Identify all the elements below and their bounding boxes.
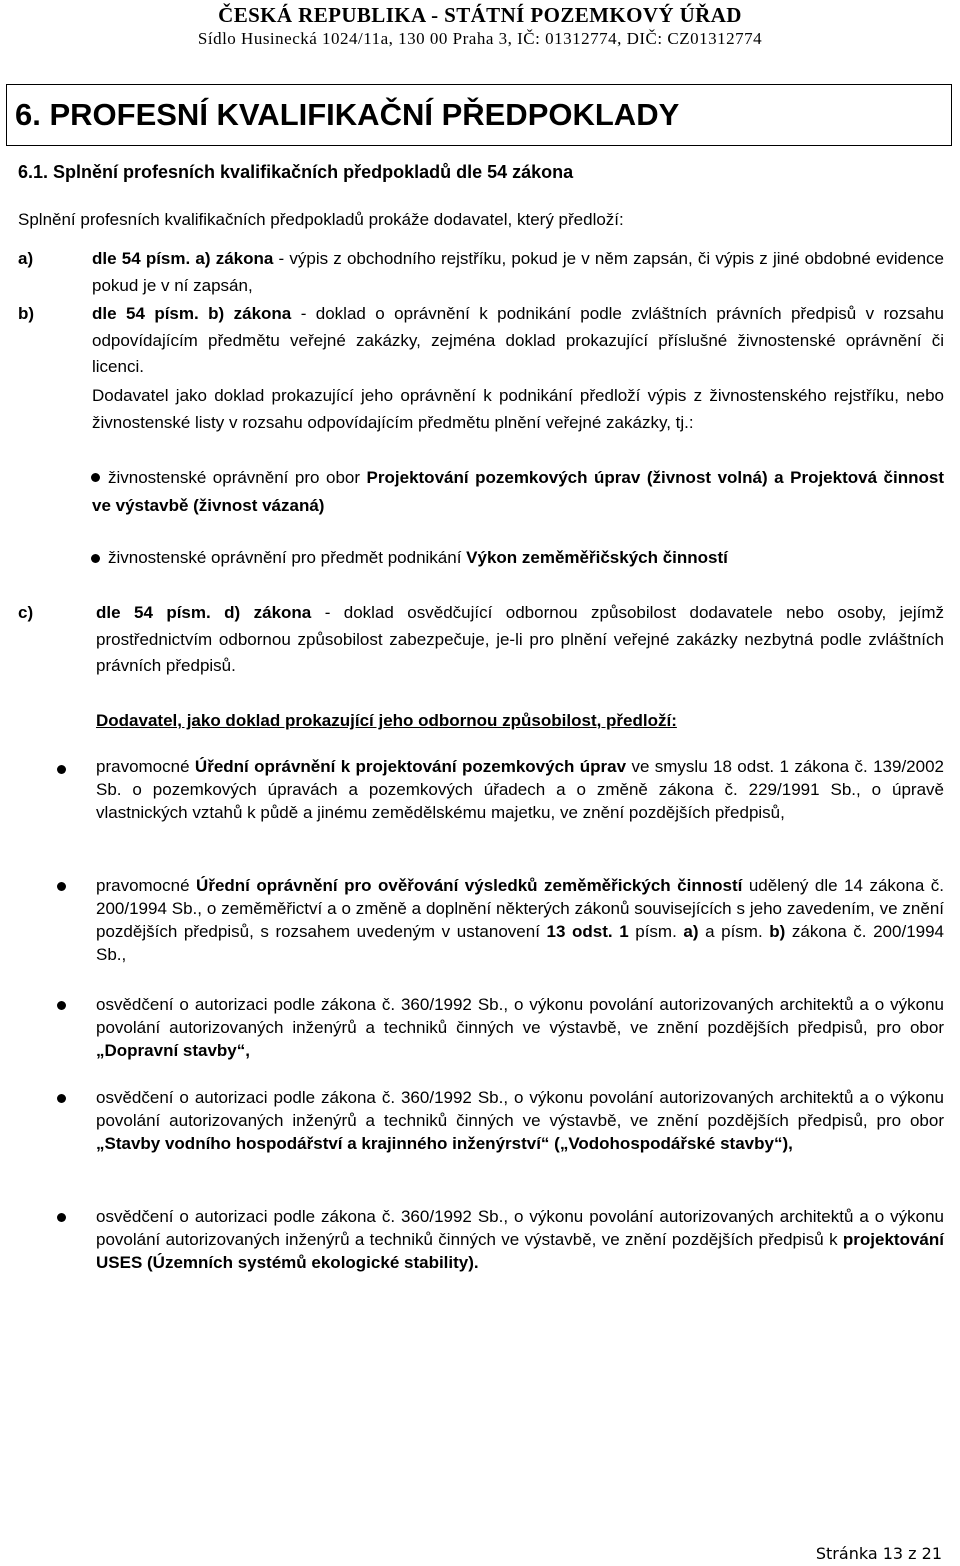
p2-ref-bold: 13 odst. 1 — [546, 922, 629, 941]
p2-letter-b: b) — [769, 922, 786, 941]
item-c-law-ref: dle 54 písm. d) zákona — [96, 603, 312, 622]
item-c — [96, 600, 944, 680]
bullet-icon — [91, 554, 100, 563]
item-b-bullet-2 — [108, 545, 944, 572]
bullet-icon — [57, 882, 66, 891]
p2-end: zákona č. 200/1994 Sb., — [96, 922, 945, 964]
item-a-law-ref: dle 54 písm. a) zákona — [92, 249, 274, 268]
organization-address: Sídlo Husinecká 1024/11a, 130 00 Praha 3, IČ: 01312774, DIČ: CZ01312774 — [197, 29, 763, 48]
bullet-icon — [57, 1001, 66, 1010]
item-b-marker: b) — [18, 304, 35, 323]
p3-text: osvědčení o autorizaci podle zákona č. 360/1992 Sb., o výkonu povolání autorizovaných architektů a o výkonu povolání autorizovaných inženýrů a techniků činných ve výstavbě, ve znění pozdějších předpisů, pro obor — [96, 995, 944, 1037]
bullet-2-bold: Výkon zeměměřičských činností — [466, 548, 728, 567]
p2-mid: udělený dle 14 zákona č. 200/1994 Sb., o zeměměřictví a o změně a doplnění některých zákonů souvisejících s jeho zavedením, ve znění pozdějších předpisů, s rozsahem uvedeným v ustanovení — [96, 876, 944, 941]
item-a-marker: a) — [18, 249, 34, 268]
p1-bold: Úřední oprávnění k projektování pozemkových úprav — [194, 757, 627, 776]
bullet-1-bold: Projektování pozemkových úprav (živnost volná) a Projektová činnost ve výstavbě (živnost vázaná) — [92, 468, 945, 515]
professional-item-1 — [96, 755, 944, 824]
bullet-2-text: živnostenské oprávnění pro předmět podnikání — [108, 548, 467, 567]
item-c-marker: c) — [18, 603, 34, 622]
bullet-1-text: živnostenské oprávnění pro obor — [108, 468, 367, 487]
bullet-icon — [57, 1094, 66, 1103]
chapter-title-box — [6, 84, 952, 146]
p1-pre: pravomocné — [96, 757, 195, 776]
p3-bold: „Dopravní stavby“, — [96, 1041, 250, 1060]
p2-bold: Úřední oprávnění pro ověřování výsledků zeměměřických činností — [196, 876, 743, 895]
item-a — [92, 246, 944, 299]
professional-item-3 — [96, 993, 944, 1062]
document-header — [0, 2, 960, 50]
bullet-icon — [57, 765, 66, 774]
professional-item-2 — [96, 874, 944, 966]
intro-text: Splnění profesních kvalifikačních předpokladů prokáže dodavatel, který předloží: — [18, 210, 624, 229]
p2-ref-mid: písm. — [628, 922, 684, 941]
p4-text: osvědčení o autorizaci podle zákona č. 360/1992 Sb., o výkonu povolání autorizovaných architektů a o výkonu povolání autorizovaných inženýrů a techniků činných ve výstavbě, ve znění pozdějších předpisů, pro obor — [96, 1088, 944, 1130]
professional-heading: Dodavatel, jako doklad prokazující jeho odbornou způsobilost, předloží: — [96, 711, 677, 730]
item-b-bullet-1 — [92, 464, 944, 520]
professional-item-4 — [96, 1086, 944, 1155]
chapter-title: 6. PROFESNÍ KVALIFIKAČNÍ PŘEDPOKLADY — [15, 97, 680, 132]
page-number: Stránka 13 z 21 — [815, 1544, 942, 1563]
p1-post: ve smyslu 18 odst. 1 zákona č. 139/2002 Sb. o pozemkových úpravách a pozemkových úřadech a o změně zákona č. 229/1991 Sb., o úpravě vlastnických vztahů k půdě a jinému zemědělskému majetku, ve znění pozdějších předpisů, — [96, 757, 944, 822]
p5-bold: projektování USES (Územních systémů ekologické stability). — [96, 1230, 944, 1272]
professional-item-5 — [96, 1205, 944, 1274]
p2-pre: pravomocné — [96, 876, 197, 895]
item-b — [92, 301, 944, 381]
p2-letter-a: a) — [683, 922, 699, 941]
section-title: 6.1. Splnění profesních kvalifikačních předpokladů dle 54 zákona — [18, 162, 574, 182]
item-c-text: - doklad osvědčující odbornou způsobilost dodavatele nebo osoby, jejímž prostřednictvím odbornou způsobilost zabezpečuje, je-li pro plnění veřejné zakázky nezbytná podle zvláštních právních předpisů. — [96, 603, 945, 675]
item-b-text: - doklad o oprávnění k podnikání podle zvláštních právních předpisů v rozsahu odpovídajícím předmětu veřejné zakázky, zejména doklad prokazující příslušné živnostenské oprávnění či licenci. — [92, 304, 944, 376]
organization-name: ČESKÁ REPUBLIKA - STÁTNÍ POZEMKOVÝ ÚŘAD — [218, 3, 742, 27]
p4-bold: „Stavby vodního hospodářství a krajinného inženýrství“ („Vodohospodářské stavby“), — [96, 1134, 793, 1153]
p5-text: osvědčení o autorizaci podle zákona č. 360/1992 Sb., o výkonu povolání autorizovaných architektů a o výkonu povolání autorizovaných inženýrů a techniků činných ve výstavbě, ve znění pozdějších předpisů k — [96, 1207, 944, 1249]
item-a-text: - výpis z obchodního rejstříku, pokud je v něm zapsán, či výpis z jiné obdobné evidence pokud je v ní zapsán, — [92, 249, 944, 295]
bullet-icon — [57, 1213, 66, 1222]
p2-and: a písm. — [698, 922, 770, 941]
item-b-law-ref: dle 54 písm. b) zákona — [92, 304, 292, 323]
item-b-note: Dodavatel jako doklad prokazující jeho oprávnění k podnikání předloží výpis z živnostenského rejstříku, nebo živnostenské listy v rozsahu odpovídajícím předmětu plnění veřejné zakázky, tj.: — [92, 386, 944, 432]
